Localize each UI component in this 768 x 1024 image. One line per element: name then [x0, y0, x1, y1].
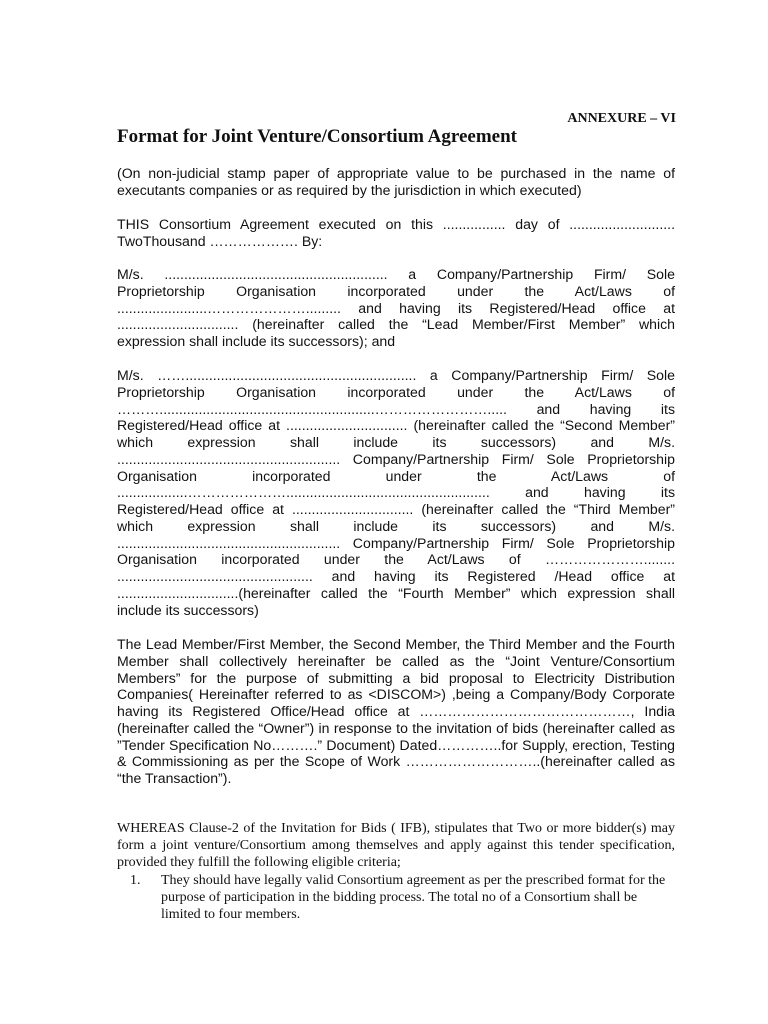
criteria-list [130, 872, 670, 923]
document-title: Format for Joint Venture/Consortium Agreement [117, 126, 518, 147]
list-item [130, 872, 670, 923]
lead-member-paragraph: M/s. ......................................................... a Company/Partnership Firm/ Sole Proprietorship Organisation incorporated under the Act/Laws of .......................…………………......... and having its Registered/Head office at ............................... (hereinafter called the “Lead Member/First Member” which expression shall include its successors); and [117, 266, 675, 349]
execution-paragraph: THIS Consortium Agreement executed on this ................ day of ........................... TwoThousand ………………. By: [117, 216, 675, 249]
list-item-number: 1. [130, 873, 141, 888]
whereas-paragraph: WHEREAS Clause-2 of the Invitation for Bids ( IFB), stipulates that Two or more bidder(s) may form a joint venture/Consortium among themselves and apply against this tender specification, provided they fulfill the following eligible criteria; [117, 821, 675, 870]
other-members-paragraph: M/s. ……........................................................... a Company/Partnership Firm/ Sole Proprietorship Organisation incorporated under the Act/Laws of ……….......................................................……………………..... and having its Registered/Head office at ............................... (hereinafter called the “Second Member” which expression shall include its successors) and M/s. ......................................................... Company/Partnership Firm/ Sole Proprietorship Organisation incorporated under the Act/Laws of ..................………………….................................................... and having its Registered/Head office at ............................... (hereinafter called the “Third Member” which expression shall include its successors) and M/s. ......................................................... Company/Partnership Firm/ Sole Proprietorship Organisation incorporated under the Act/Laws of …………………........ .................................................. and having its Registered /Head office at ...............................(hereinafter called the “Fourth Member” which expression shall include its successors) [117, 367, 675, 618]
stamp-note-paragraph: (On non-judicial stamp paper of appropriate value to be purchased in the name of executants companies or as required by the jurisdiction in which executed) [117, 165, 675, 198]
collective-paragraph: The Lead Member/First Member, the Second Member, the Third Member and the Fourth Member shall collectively hereinafter be called as the “Joint Venture/Consortium Members” for the purpose of submitting a bid proposal to Electricity Distribution Companies( Hereinafter referred to as <DISCOM>) ,being a Company/Body Corporate having its Registered Office/Head office at ………………………………………, India (hereinafter called the “Owner”) in response to the invitation of bids (hereinafter called as ”Tender Specification No……….” Document) Dated…………..for Supply, erection, Testing & Commissioning as per the Scope of Work ………………………..(hereinafter called as “the Transaction”). [117, 636, 675, 786]
list-item-text: They should have legally valid Consortium agreement as per the prescribed format for the purpose of participation in the bidding process. The total no of a Consortium shall be limited to four members. [161, 873, 666, 922]
annexure-label: ANNEXURE – VI [567, 111, 676, 126]
